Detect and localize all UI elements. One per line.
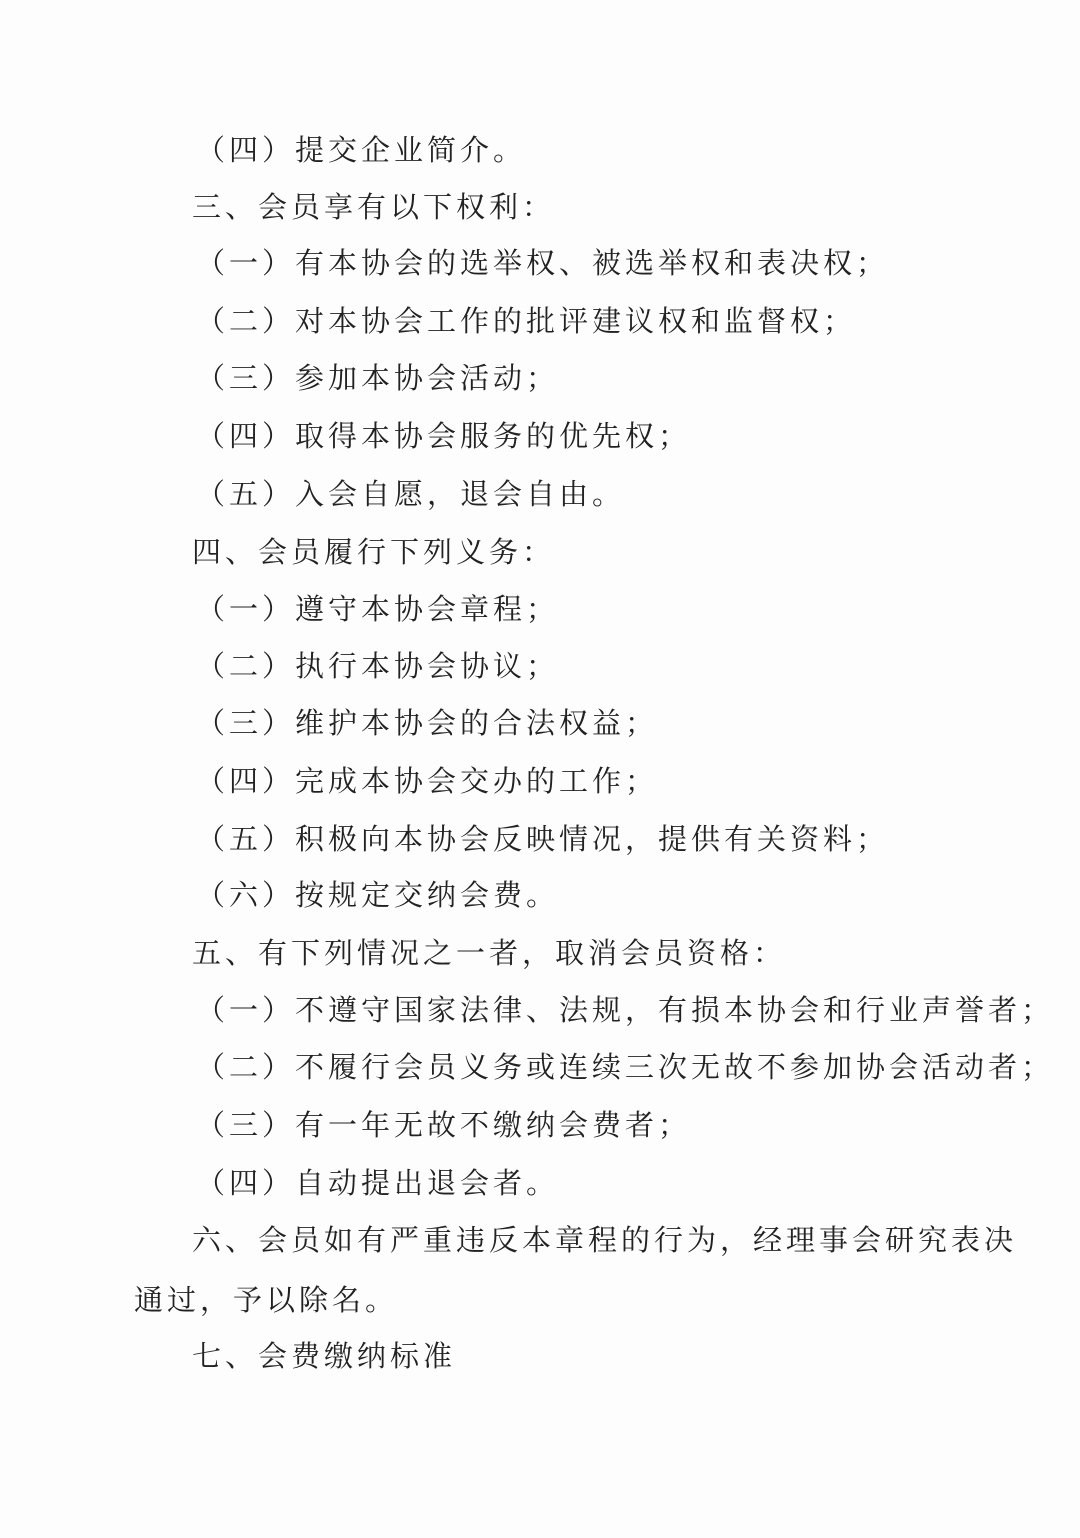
clause-line: （四）自动提出退会者。 <box>196 1166 560 1200</box>
clause-line: （三）维护本协会的合法权益； <box>196 706 659 740</box>
clause-line: （一）有本协会的选举权、被选举权和表决权； <box>196 246 890 280</box>
clause-line: （五）入会自愿，退会自由。 <box>196 477 626 511</box>
section-heading: 三、会员享有以下权利： <box>192 190 556 224</box>
clause-line: （三）有一年无故不缴纳会费者； <box>196 1108 692 1142</box>
section-heading: 六、会员如有严重违反本章程的行为，经理事会研究表决 <box>192 1223 1018 1257</box>
clause-line: （三）参加本协会活动； <box>196 361 560 395</box>
clause-line: （六）按规定交纳会费。 <box>196 878 560 912</box>
clause-line: （四）完成本协会交办的工作； <box>196 764 659 798</box>
clause-line: （二）对本协会工作的批评建议权和监督权； <box>196 304 857 338</box>
clause-line: （二）不履行会员义务或连续三次无故不参加协会活动者； <box>196 1050 1055 1084</box>
section-heading: 七、会费缴纳标准 <box>192 1339 457 1373</box>
clause-line: （四）取得本协会服务的优先权； <box>196 419 692 453</box>
continuation-line: 通过，予以除名。 <box>134 1283 399 1317</box>
clause-line: （五）积极向本协会反映情况，提供有关资料； <box>196 822 890 856</box>
clause-line: （一）遵守本协会章程； <box>196 592 560 626</box>
section-heading: 四、会员履行下列义务： <box>192 535 556 569</box>
clause-line: （二）执行本协会协议； <box>196 649 560 683</box>
clause-line: （一）不遵守国家法律、法规，有损本协会和行业声誉者； <box>196 993 1055 1027</box>
clause-line: （四）提交企业简介。 <box>196 133 527 167</box>
section-heading: 五、有下列情况之一者，取消会员资格： <box>192 936 787 970</box>
